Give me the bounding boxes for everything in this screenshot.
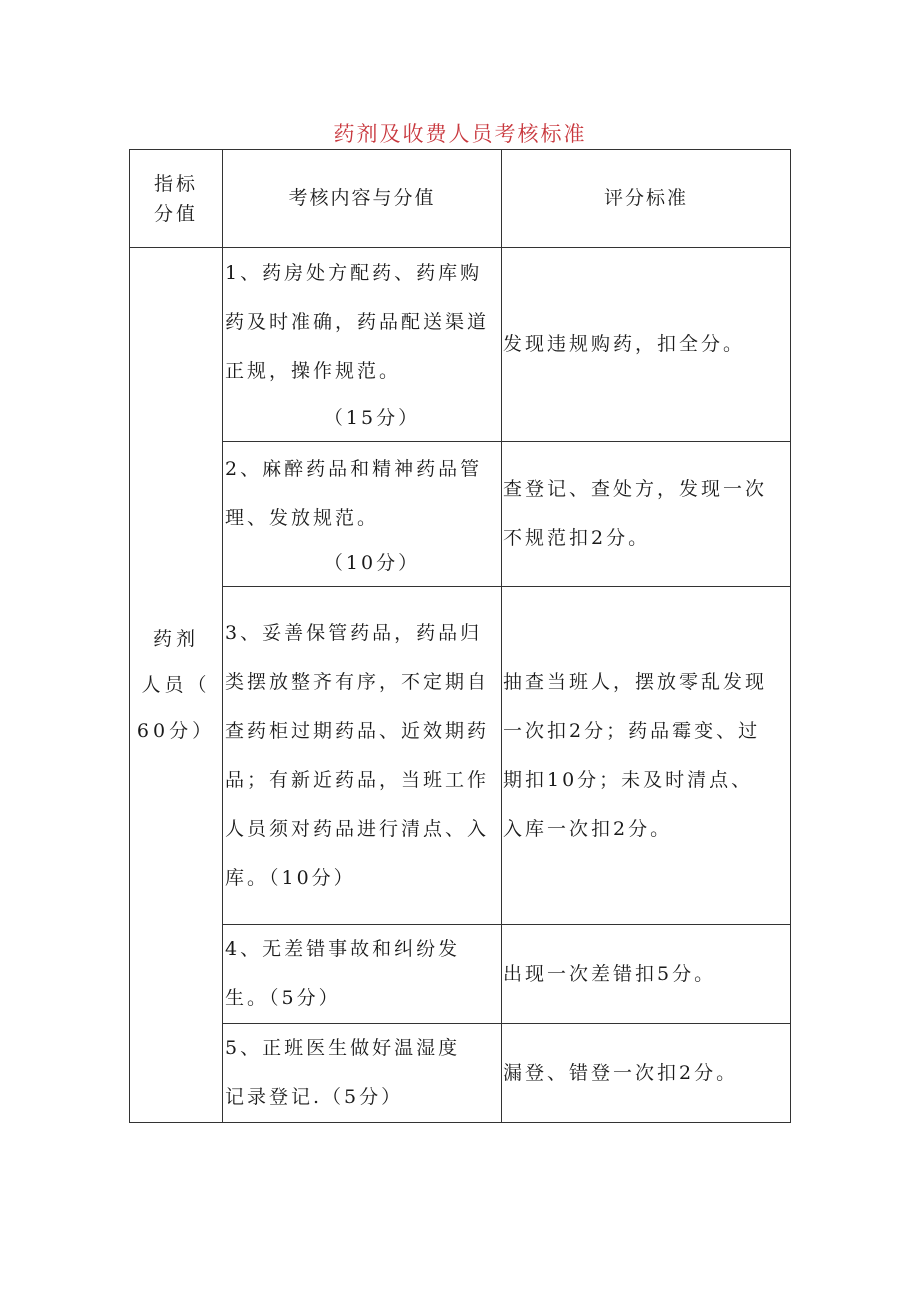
- criteria-cell: [502, 925, 791, 1024]
- header-content: 考核内容与分值: [223, 150, 502, 248]
- table-row: [130, 925, 791, 1024]
- score-line: （10分）: [323, 552, 421, 574]
- criteria-line: 出现一次差错扣5分。: [503, 962, 717, 985]
- table-row: [130, 1024, 791, 1123]
- table-row: [130, 442, 791, 587]
- criteria-line: 一次扣2分；药品霉变、过: [503, 719, 761, 742]
- content-line: 正规，操作规范。: [225, 360, 402, 382]
- header-criteria: 评分标准: [502, 150, 791, 248]
- criteria-line: 期扣10分；未及时清点、: [503, 768, 754, 791]
- table-row: [130, 248, 791, 442]
- content-line: 类摆放整齐有序，不定期自: [225, 670, 490, 693]
- indicator-line1: 药剂: [152, 628, 199, 650]
- criteria-cell: [502, 248, 791, 442]
- criteria-line: 抽查当班人，摆放零乱发现: [503, 670, 768, 693]
- content-line: 理、发放规范。: [225, 507, 380, 529]
- criteria-line: 入库一次扣2分。: [503, 817, 673, 840]
- criteria-line: 不规范扣2分。: [503, 527, 651, 549]
- content-cell: [223, 248, 502, 442]
- indicator-line3: 60分）: [136, 720, 216, 742]
- content-cell: [223, 925, 502, 1024]
- header-indicator: [130, 150, 223, 248]
- content-line: 生。（5分）: [225, 987, 341, 1009]
- header-indicator-line1: 指标: [153, 172, 198, 195]
- criteria-line: 发现违规购药，扣全分。: [503, 333, 746, 355]
- criteria-cell: [502, 587, 791, 925]
- content-line: 人员须对药品进行清点、入: [225, 817, 490, 840]
- content-line: 品；有新近药品，当班工作: [225, 768, 490, 791]
- content-line: 3、妥善保管药品，药品归: [225, 621, 483, 644]
- criteria-cell: [502, 442, 791, 587]
- table-row: [130, 587, 791, 925]
- content-cell: [223, 587, 502, 925]
- content-line: 药及时准确，药品配送渠道: [225, 311, 490, 333]
- assessment-table: [129, 149, 791, 1123]
- content-line: 4、无差错事故和纠纷发: [225, 938, 461, 960]
- table-header-row: [130, 150, 791, 248]
- document-title: 药剂及收费人员考核标准: [333, 122, 587, 146]
- score-line: （15分）: [323, 407, 421, 429]
- content-line: 5、正班医生做好温湿度: [225, 1037, 461, 1059]
- header-indicator-line2: 分值: [153, 202, 198, 225]
- criteria-line: 漏登、错登一次扣2分。: [503, 1061, 739, 1084]
- content-line: 记录登记.（5分）: [225, 1086, 404, 1108]
- content-line: 查药柜过期药品、近效期药: [225, 719, 490, 742]
- indicator-line2: 人员（: [141, 674, 211, 696]
- criteria-cell: [502, 1024, 791, 1123]
- content-cell: [223, 1024, 502, 1123]
- content-line: 库。（10分）: [225, 866, 356, 889]
- content-line: 1、药房处方配药、药库购: [225, 262, 483, 284]
- criteria-line: 查登记、查处方，发现一次: [503, 478, 768, 500]
- indicator-cell: [130, 248, 223, 1123]
- content-line: 2、麻醉药品和精神药品管: [225, 458, 483, 480]
- content-cell: [223, 442, 502, 587]
